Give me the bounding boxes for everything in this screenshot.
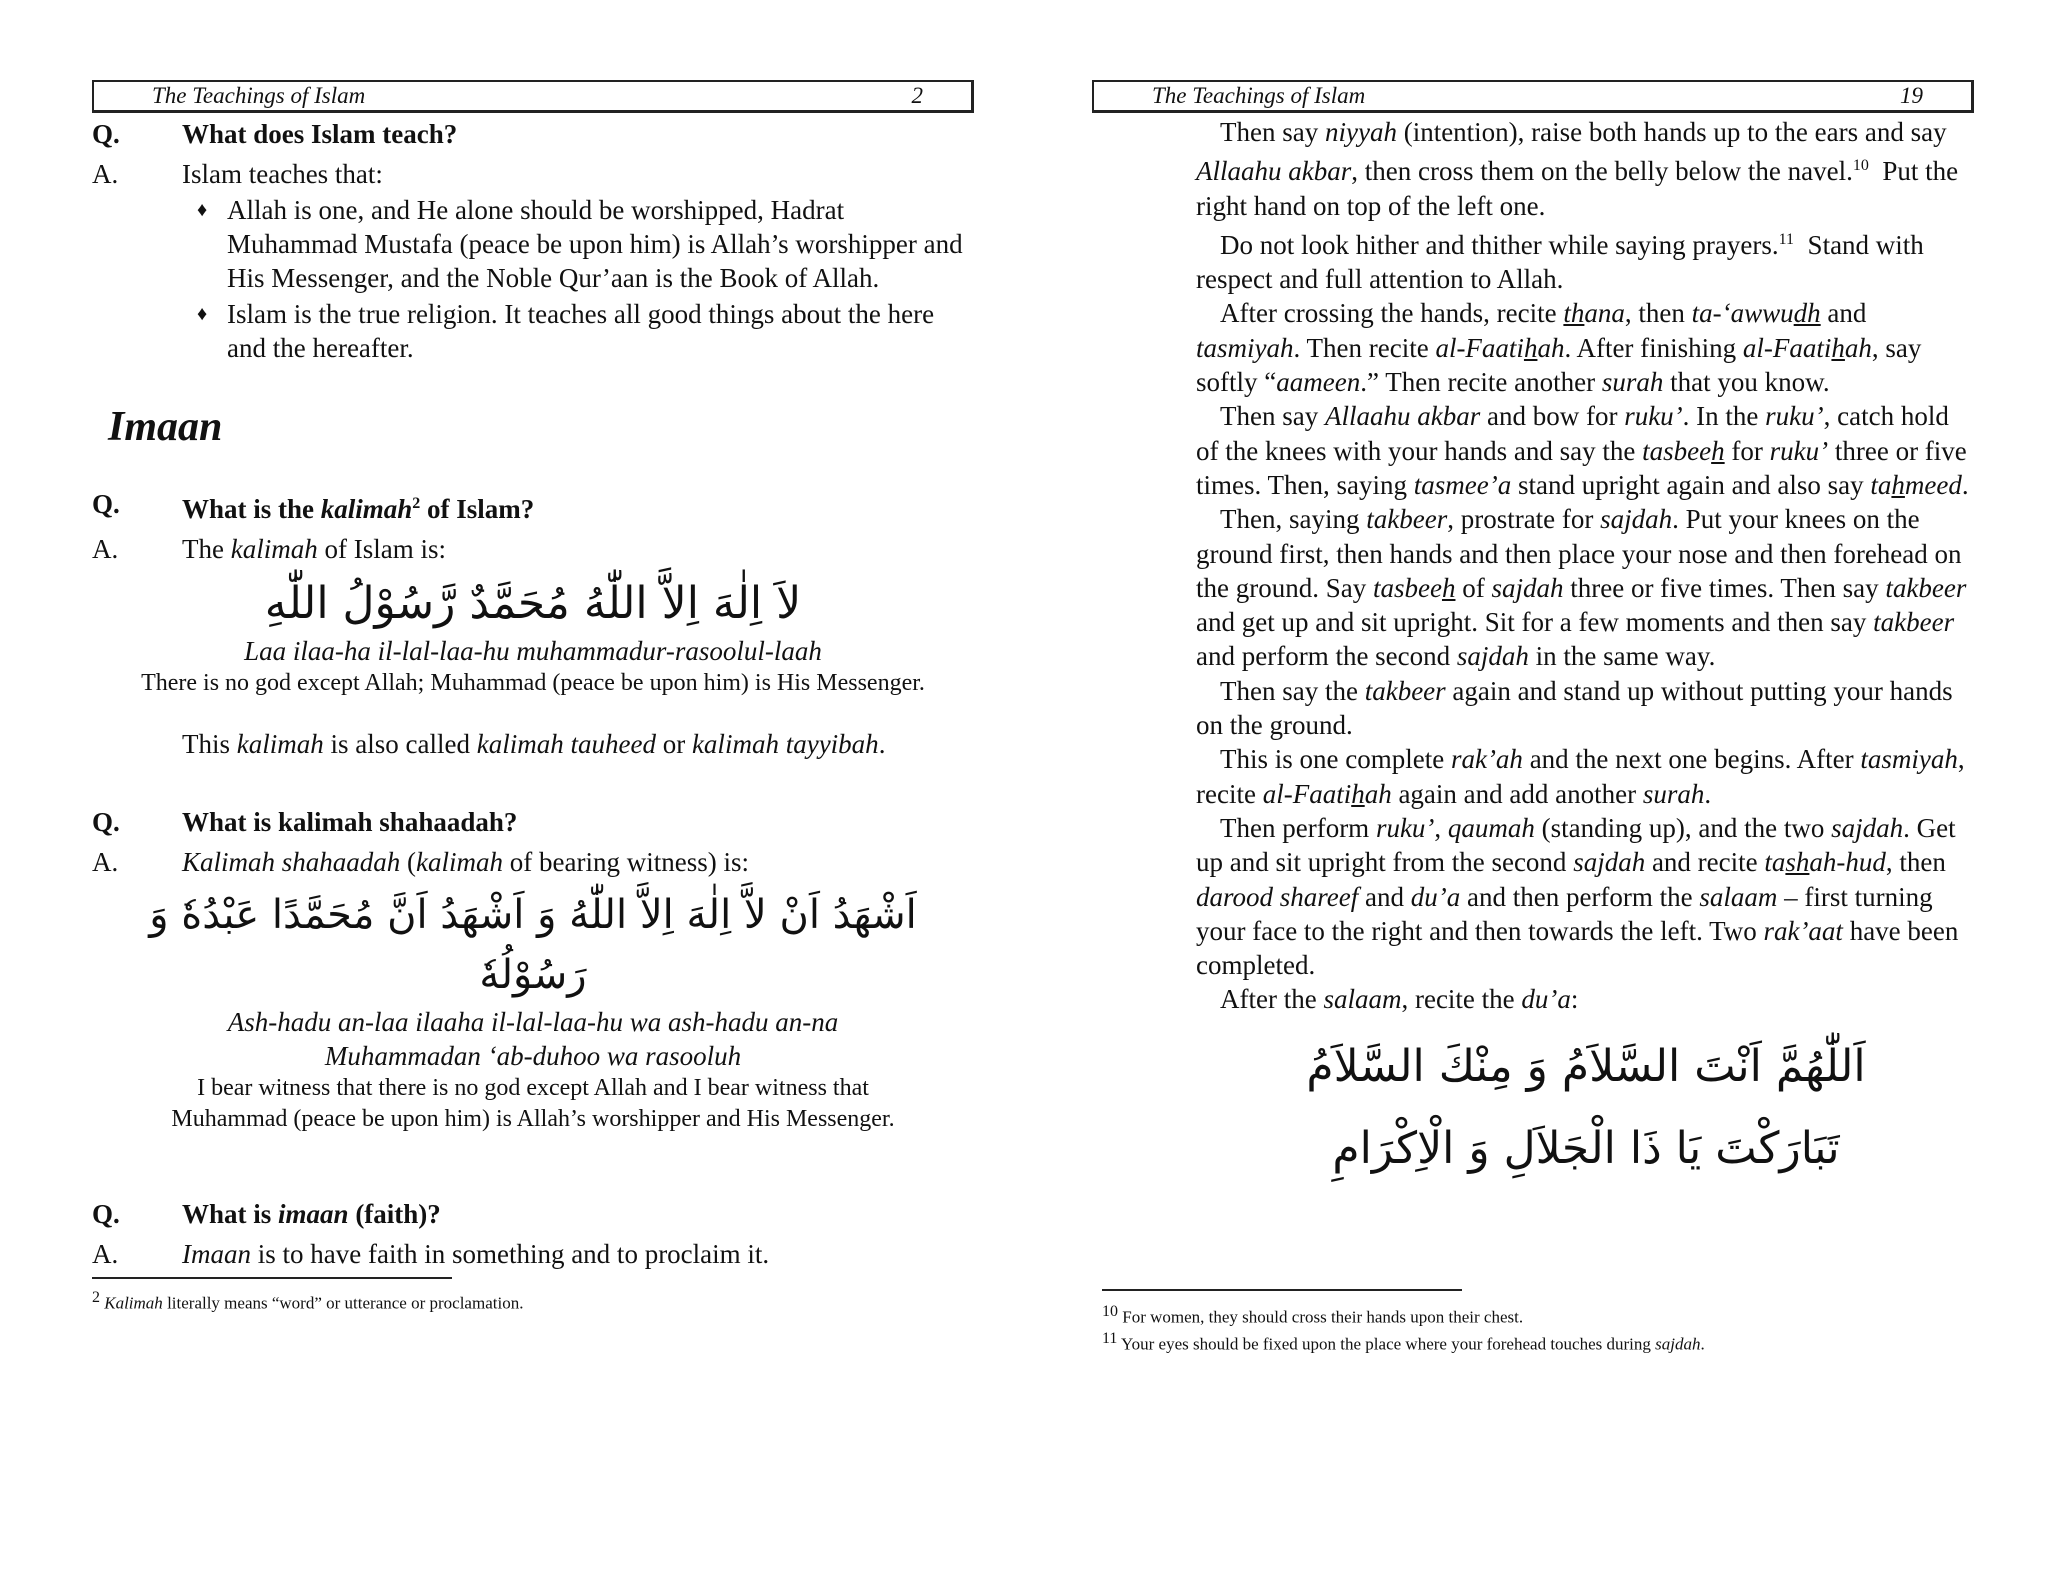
question-text: What is imaan (faith)? [182, 1199, 441, 1229]
bullet-item [197, 193, 974, 295]
footnote-ref: 2 [412, 495, 421, 512]
question-row: Q. What does Islam teach? [92, 119, 458, 149]
answer-row: A. Kalimah shahaadah (kalimah of bearing witness) is: [92, 847, 749, 877]
page-number: 19 [1900, 83, 1923, 108]
answer-row: A. Islam teaches that: [92, 159, 383, 189]
note-text: This kalimah is also called kalimah tauheed or kalimah tayyibah. [182, 729, 886, 759]
paragraph: After the salaam, recite the du’a: [1220, 984, 1579, 1015]
arabic-text: تَبَارَكْتَ يَا ذَا الْجَلاَلِ وَ الْاِكْرَامِ [1332, 1122, 1840, 1174]
answer-row: A. Imaan is to have faith in something and to proclaim it. [92, 1239, 770, 1269]
question-row: Q. What is kalimah shahaadah? [92, 807, 518, 837]
translation: Muhammad (peace be upon him) is Allah’s worshipper and His Messenger. [171, 1106, 895, 1132]
question-text: What does Islam teach? [182, 119, 458, 149]
running-header [1092, 80, 1974, 113]
paragraph: Then say the takbeer again and stand up without putting your hands on the ground. [1196, 675, 1953, 741]
answer-text: The kalimah of Islam is: [182, 534, 446, 564]
bullet-text: Islam is the true religion. It teaches all good things about the here and the hereafter. [227, 299, 935, 363]
answer-row: A. The kalimah of Islam is: [92, 534, 446, 564]
arabic-text: اَشْهَدُ اَنْ لاَّ اِلٰهَ اِلاَّ اللّٰهُ وَ اَشْهَدُ اَنَّ مُحَمَّدًا عَبْدُهٗ وَ رَسُوْلُهٗ [149, 892, 917, 998]
paragraph: After crossing the hands, recite thana, then ta-‘awwudh and tasmiyah. Then recite al-Faatihah. After finishing al-Faatihah, say softly “aameen.” Then recite another surah that you know. [1196, 298, 1922, 398]
footnote-divider [92, 1277, 452, 1279]
answer-text: Imaan is to have faith in something and to proclaim it. [182, 1239, 770, 1269]
header-title: The Teachings of Islam [152, 83, 366, 108]
left-page [92, 80, 974, 1315]
transliteration: Laa ilaa-ha il-lal-laa-hu muhammadur-rasoolul-laah [244, 636, 822, 666]
bullet-text: Allah is one, and He alone should be worshipped, Hadrat Muhammad Mustafa (peace be upon him) is Allah’s worshipper and His Messenger, and the Noble Qur’aan is the Book of Allah. [227, 195, 963, 293]
arabic-text: لاَ اِلٰهَ اِلاَّ اللّٰهُ مُحَمَّدٌ رَّسُوْلُ اللّٰهِ [264, 578, 802, 629]
right-page [1092, 80, 1974, 1356]
question-text: What is the kalimah$^2$ of Islam? [182, 494, 535, 524]
page-number: 2 [911, 83, 923, 108]
question-row: Q. What is imaan (faith)? [92, 1199, 441, 1229]
footnote: $^2$ Kalimah literally means “word” or utterance or proclamation. [92, 1289, 524, 1313]
section-heading: Imaan [108, 404, 223, 450]
footnote: $^{11}$ Your eyes should be fixed upon the place where your forehead touches during sajdah. [1102, 1330, 1705, 1355]
question-text: What is kalimah shahaadah? [182, 807, 518, 837]
paragraph: Do not look hither and thither while saying prayers.$^{11}$ Stand with respect and full attention to Allah. [1196, 229, 1924, 295]
transliteration: Ash-hadu an-laa ilaaha il-lal-laa-hu wa ash-hadu an-na [227, 1007, 839, 1037]
note-row [92, 727, 974, 761]
paragraph: Then perform ruku’, qaumah (standing up), and the two sajdah. Get up and sit upright from the second sajdah and recite tashah-hud, then darood shareef and du’a and then perform the salaam – first turning your face to the right and then towards the left. Two rak’aat have been completed. [1196, 812, 1959, 981]
question-row: Q. What is the kalimah$^2$ of Islam? [92, 489, 535, 524]
paragraph: Then say niyyah (intention), raise both hands up to the ears and say Allaahu akbar, then cross them on the belly below the navel.$^{10}$ Put the right hand on top of the left one. [1196, 117, 1959, 221]
footnote-divider [1102, 1289, 1462, 1291]
body-text [1196, 115, 1976, 1017]
paragraph: This is one complete rak’ah and the next one begins. After tasmiyah, recite al-Faatihah again and add another surah. [1196, 744, 1965, 809]
transliteration: Muhammadan ‘ab-duhoo wa rasooluh [324, 1041, 742, 1071]
arabic-text: اَللّٰهُمَّ اَنْتَ السَّلاَمُ وَ مِنْكَ السَّلاَمُ [1306, 1040, 1866, 1092]
header-title: The Teachings of Islam [1152, 83, 1366, 108]
paragraph: Then say Allaahu akbar and bow for ruku’. In the ruku’, catch hold of the knees with your hands and say the tasbeeh for ruku’ three or five times. Then, saying tasmee’a stand upright again and also say tahmeed. [1196, 401, 1969, 500]
diamond-bullet-icon: ♦ [197, 199, 208, 221]
translation: There is no god except Allah; Muhammad (peace be upon him) is His Messenger. [141, 670, 925, 696]
running-header [92, 80, 974, 113]
footnote: $^{10}$ For women, they should cross their hands upon their chest. [1102, 1302, 1524, 1327]
bullet-item [197, 297, 974, 365]
translation: I bear witness that there is no god except Allah and I bear witness that [197, 1075, 869, 1101]
answer-text: Kalimah shahaadah (kalimah of bearing witness) is: [182, 847, 749, 877]
diamond-bullet-icon: ♦ [197, 303, 208, 325]
paragraph: Then, saying takbeer, prostrate for sajdah. Put your knees on the ground first, then hands and then place your nose and then forehead on the ground. Say tasbeeh of sajdah three or five times. Then say takbeer and get up and sit upright. Sit for a few moments and then say takbeer and perform the second sajdah in the same way. [1196, 504, 1967, 672]
answer-text: Islam teaches that: [182, 159, 383, 189]
